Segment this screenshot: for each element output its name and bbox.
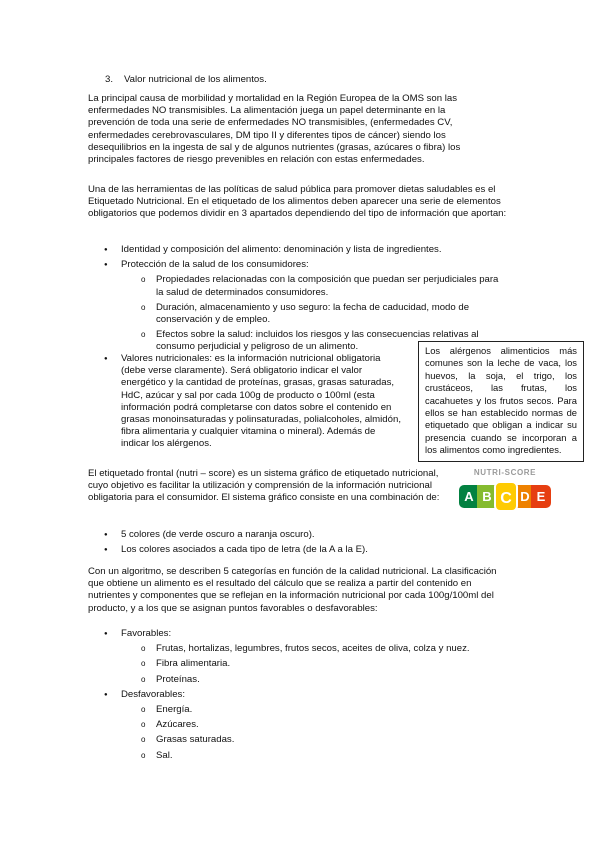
paragraph-etiquetado: Una de las herramientas de las políticas de salud pública para promover dietas saludables es el Etiquetado Nutricional. En el etiquetado de los alimentos deben aparecer una serie de elementos obligatorios que podemos dividir en 3 apartados dependiendo del tipo de información que aportan: [88, 184, 507, 220]
allergen-note-box: Los alérgenos alimenticios más comunes son la leche de vaca, los huevos, la soja, el trigo, los crustáceos, las frutas, los cacahuetes y los frutos secos. Para ellos se han establecido normas de etiquetado que obligan a indicar su presencia cuando se incorporan a los alimentos como ingredientes. [418, 341, 584, 462]
nutriscore-title: NUTRI-SCORE [473, 468, 537, 477]
section-heading [105, 74, 267, 86]
sublist-item: o Grasas saturadas. [141, 734, 524, 746]
sublist-item: o Proteínas. [141, 674, 524, 686]
mandatory-info-list [104, 244, 504, 357]
sublist-item: o Propiedades relacionadas con la composición que puedan ser perjudiciales para la salud de determinados consumidores. [141, 274, 504, 298]
list-item [104, 689, 524, 762]
color-list [104, 529, 504, 559]
nutrition-values-list [104, 353, 404, 454]
sublist-item: o Azúcares. [141, 719, 524, 731]
nutriscore-letter-e: E [531, 485, 551, 508]
sublist-item: o Duración, almacenamiento y uso seguro: la fecha de caducidad, modo de conservación y de empleo. [141, 302, 504, 326]
section-title: Valor nutricional de los alimentos. [124, 74, 267, 85]
nutriscore-bar [456, 481, 554, 512]
paragraph-intro: La principal causa de morbilidad y mortalidad en la Región Europea de la OMS son las enfermedades NO transmisibles. La alimentación juega un papel determinante en la prevención de toda una serie de enfermedades NO transmisibles, (enfermedades CV, enfermedades cerebrovasculares, DM tipo II y diferentes tipos de cáncer) siendo los desequilibrios en la ingesta de sal y de algunos nutrientes (grasas, azúcares o fibra) los principales factores de riesgo prevenibles en relación con estas enfermedades. [88, 93, 461, 166]
sublist-item: o Energía. [141, 704, 524, 716]
desfavorables-sublist [121, 704, 524, 762]
points-list [104, 628, 524, 765]
sublist-item: o Efectos sobre la salud: incluidos los riesgos y las consecuencias relativas al consumo perjudicial y peligroso de un alimento. [141, 329, 504, 353]
sublist-item: o Frutas, hortalizas, legumbres, frutos secos, aceites de oliva, colza y nuez. [141, 643, 524, 655]
list-item: ● Valores nutricionales: es la información nutricional obligatoria (debe verse claramente). Será obligatorio indicar el valor energético y la cantidad de proteínas, grasas, grasas saturadas, HdC, azúcar y sal por cada 100g de producto o 100ml (esta información podrá completarse con datos sobre el contenido en grasas monoinsaturadas y polinsaturadas, polialcoholes, almidón, fibra alimentaria y cualquier vitamina o mineral). Además de indicar los alérgenos. [104, 353, 404, 451]
nutriscore-logo [456, 468, 554, 516]
favorables-sublist [121, 643, 524, 686]
nutriscore-letter-c: C [494, 481, 518, 512]
paragraph-nutriscore: El etiquetado frontal (nutri – score) es un sistema gráfico de etiquetado nutricional, cuyo objetivo es facilitar la utilización y comprensión de la información nutricional obligatoria para el consumidor. El sistema gráfico consiste en una combinación de: [88, 468, 440, 504]
sublist-item: o Sal. [141, 750, 524, 762]
list-item [104, 259, 504, 353]
list-item-label: Protección de la salud de los consumidores: [121, 259, 309, 271]
favorables-label: Favorables: [121, 628, 172, 639]
nutriscore-letter-a: A [459, 485, 479, 508]
list-item: ● Los colores asociados a cada tipo de letra (de la A a la E). [104, 544, 504, 556]
desfavorables-label: Desfavorables: [121, 688, 185, 700]
list-item: ● Identidad y composición del alimento: denominación y lista de ingredientes. [104, 244, 504, 256]
list-item: ● 5 colores (de verde oscuro a naranja oscuro). [104, 529, 504, 541]
nutriscore-letter-d: D [515, 485, 535, 508]
list-item [104, 628, 524, 686]
section-number: 3. [105, 74, 114, 85]
nutriscore-letter-b: B [477, 485, 497, 508]
paragraph-algorithm: Con un algoritmo, se describen 5 categorías en función de la calidad nutricional. La clasificación que obtiene un alimento es el resultado del cálculo que se realiza a partir del contenido en nutrientes y componentes que se reflejan en la información nutricional por cada 100g/100ml del producto, y a los que se asignan puntos favorables o desfavorables: [88, 566, 497, 614]
sublist-item: o Fibra alimentaria. [141, 658, 524, 670]
